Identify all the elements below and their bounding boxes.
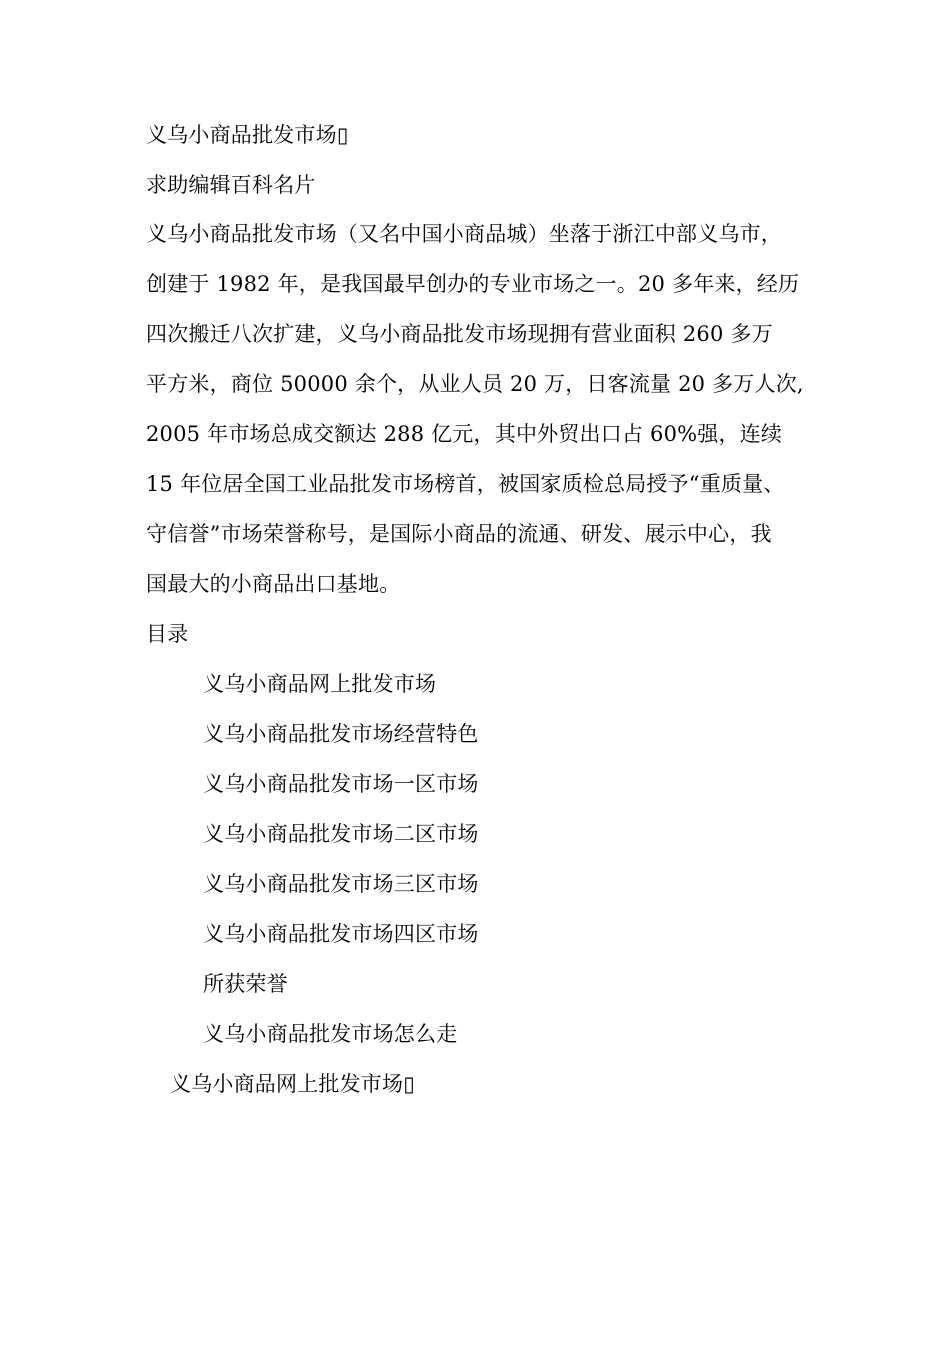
toc-item-business-features[interactable]: 义乌小商品批发市场经营特色 bbox=[203, 722, 479, 746]
toc-item-district-one[interactable]: 义乌小商品批发市场一区市场 bbox=[203, 772, 479, 796]
section-heading-text: 义乌小商品网上批发市场 bbox=[170, 1072, 404, 1096]
intro-line: 守信誉”市场荣誉称号，是国际小商品的流通、研发、展示中心，我 bbox=[146, 522, 772, 546]
intro-line: 平方米，商位 50000 余个，从业人员 20 万，日客流量 20 多万人次, bbox=[146, 372, 804, 396]
toc-item-online-market[interactable]: 义乌小商品网上批发市场 bbox=[203, 672, 437, 696]
missing-glyph-icon: ▯ bbox=[336, 123, 349, 147]
document-title bbox=[146, 121, 349, 149]
section-heading bbox=[170, 1070, 415, 1098]
missing-glyph-icon: ▯ bbox=[403, 1072, 415, 1096]
intro-line: 四次搬迁八次扩建，义乌小商品批发市场现拥有营业面积 260 多万 bbox=[146, 322, 773, 346]
intro-line: 15 年位居全国工业品批发市场榜首，被国家质检总局授予“重质量、 bbox=[146, 472, 785, 496]
toc-item-district-two[interactable]: 义乌小商品批发市场二区市场 bbox=[203, 822, 479, 846]
intro-paragraph bbox=[146, 220, 814, 620]
edit-encyclopedia-card-link[interactable]: 求助编辑百科名片 bbox=[146, 173, 316, 197]
toc-title: 目录 bbox=[146, 622, 189, 646]
toc-list bbox=[203, 670, 479, 1070]
intro-line: 创建于 1982 年，是我国最早创办的专业市场之一。20 多年来，经历 bbox=[146, 272, 800, 296]
toc-item-honors[interactable]: 所获荣誉 bbox=[203, 972, 288, 996]
document-title-text: 义乌小商品批发市场 bbox=[146, 123, 337, 147]
toc-item-district-four[interactable]: 义乌小商品批发市场四区市场 bbox=[203, 922, 479, 946]
intro-line: 国最大的小商品出口基地。 bbox=[146, 572, 401, 596]
toc-item-district-three[interactable]: 义乌小商品批发市场三区市场 bbox=[203, 872, 479, 896]
intro-line: 2005 年市场总成交额达 288 亿元，其中外贸出口占 60%强，连续 bbox=[146, 422, 783, 446]
intro-line: 义乌小商品批发市场（又名中国小商品城）坐落于浙江中部义乌市， bbox=[146, 222, 782, 246]
toc-item-directions[interactable]: 义乌小商品批发市场怎么走 bbox=[203, 1022, 458, 1046]
